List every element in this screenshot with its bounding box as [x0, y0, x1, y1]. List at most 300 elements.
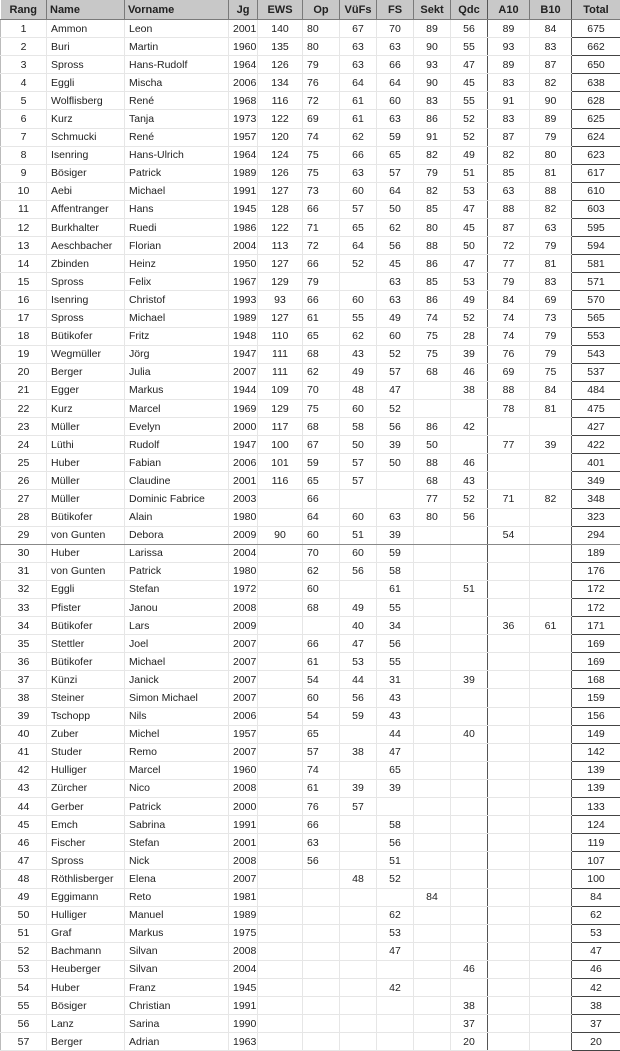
- cell-ews: 116: [258, 472, 303, 490]
- cell-b10: [530, 870, 572, 888]
- cell-vuefs: [340, 906, 377, 924]
- cell-name: Eggli: [47, 580, 125, 598]
- cell-b10: [530, 544, 572, 562]
- cell-vuefs: 63: [340, 56, 377, 74]
- cell-b10: [530, 725, 572, 743]
- cell-qdc: 53: [451, 273, 488, 291]
- cell-first-name: Tanja: [125, 110, 229, 128]
- cell-name: Berger: [47, 1033, 125, 1051]
- cell-fs: 55: [377, 653, 414, 671]
- cell-qdc: 55: [451, 38, 488, 56]
- cell-a10: 77: [488, 436, 530, 454]
- cell-total: 142: [572, 743, 620, 761]
- cell-fs: [377, 888, 414, 906]
- cell-first-name: Michael: [125, 182, 229, 200]
- cell-birth-year: 2000: [229, 418, 258, 436]
- cell-total: 624: [572, 128, 620, 146]
- cell-name: Berger: [47, 363, 125, 381]
- cell-vuefs: 58: [340, 418, 377, 436]
- cell-a10: [488, 852, 530, 870]
- cell-a10: 74: [488, 327, 530, 345]
- table-row: [1, 617, 620, 635]
- cell-op: [303, 906, 340, 924]
- cell-qdc: 52: [451, 128, 488, 146]
- cell-first-name: Rudolf: [125, 436, 229, 454]
- cell-vuefs: 62: [340, 327, 377, 345]
- cell-fs: 65: [377, 761, 414, 779]
- cell-birth-year: 2008: [229, 779, 258, 797]
- cell-first-name: Dominic Fabrice: [125, 490, 229, 508]
- cell-total: 172: [572, 599, 620, 617]
- cell-qdc: [451, 834, 488, 852]
- cell-qdc: 49: [451, 146, 488, 164]
- cell-sekt: [414, 960, 451, 978]
- cell-op: [303, 978, 340, 996]
- cell-name: Eggimann: [47, 888, 125, 906]
- cell-fs: [377, 490, 414, 508]
- cell-a10: 71: [488, 490, 530, 508]
- cell-ews: 110: [258, 327, 303, 345]
- cell-fs: 57: [377, 164, 414, 182]
- cell-a10: [488, 798, 530, 816]
- cell-name: Bütikofer: [47, 508, 125, 526]
- cell-rank: 31: [1, 562, 47, 580]
- cell-birth-year: 2007: [229, 671, 258, 689]
- cell-op: 72: [303, 237, 340, 255]
- cell-total: 323: [572, 508, 620, 526]
- cell-rank: 16: [1, 291, 47, 309]
- cell-op: 68: [303, 345, 340, 363]
- cell-rank: 24: [1, 436, 47, 454]
- cell-first-name: Marcel: [125, 761, 229, 779]
- table-row: [1, 1015, 620, 1033]
- cell-name: Lüthi: [47, 436, 125, 454]
- cell-first-name: René: [125, 128, 229, 146]
- cell-sekt: 85: [414, 200, 451, 218]
- cell-sekt: [414, 834, 451, 852]
- cell-total: 100: [572, 870, 620, 888]
- cell-b10: [530, 779, 572, 797]
- cell-first-name: Markus: [125, 924, 229, 942]
- cell-first-name: Michael: [125, 653, 229, 671]
- cell-sekt: [414, 381, 451, 399]
- cell-sekt: [414, 707, 451, 725]
- cell-sekt: 82: [414, 146, 451, 164]
- cell-vuefs: [340, 924, 377, 942]
- cell-first-name: Hans-Rudolf: [125, 56, 229, 74]
- cell-b10: [530, 526, 572, 544]
- table-row: [1, 906, 620, 924]
- cell-op: 61: [303, 779, 340, 797]
- cell-b10: [530, 635, 572, 653]
- cell-first-name: Sarina: [125, 1015, 229, 1033]
- cell-rank: 48: [1, 870, 47, 888]
- cell-vuefs: 57: [340, 472, 377, 490]
- cell-sekt: [414, 635, 451, 653]
- cell-sekt: [414, 562, 451, 580]
- cell-birth-year: 1981: [229, 888, 258, 906]
- cell-op: 66: [303, 200, 340, 218]
- cell-total: 189: [572, 544, 620, 562]
- cell-name: Graf: [47, 924, 125, 942]
- cell-birth-year: 1957: [229, 128, 258, 146]
- cell-total: 20: [572, 1033, 620, 1051]
- cell-qdc: [451, 852, 488, 870]
- cell-rank: 26: [1, 472, 47, 490]
- cell-op: [303, 1033, 340, 1051]
- cell-fs: 59: [377, 544, 414, 562]
- cell-name: Wegmüller: [47, 345, 125, 363]
- cell-birth-year: 2000: [229, 798, 258, 816]
- cell-birth-year: 1986: [229, 219, 258, 237]
- cell-fs: [377, 1033, 414, 1051]
- cell-b10: 63: [530, 219, 572, 237]
- cell-sekt: 50: [414, 436, 451, 454]
- cell-b10: [530, 852, 572, 870]
- cell-name: Müller: [47, 418, 125, 436]
- cell-op: 65: [303, 327, 340, 345]
- cell-birth-year: 2003: [229, 490, 258, 508]
- table-row: [1, 834, 620, 852]
- cell-name: Isenring: [47, 146, 125, 164]
- cell-vuefs: 57: [340, 454, 377, 472]
- cell-op: 54: [303, 707, 340, 725]
- cell-birth-year: 2007: [229, 653, 258, 671]
- cell-birth-year: 2007: [229, 870, 258, 888]
- cell-total: 159: [572, 689, 620, 707]
- cell-sekt: [414, 617, 451, 635]
- cell-sekt: [414, 1015, 451, 1033]
- cell-fs: 58: [377, 562, 414, 580]
- cell-first-name: Stefan: [125, 580, 229, 598]
- cell-ews: 122: [258, 219, 303, 237]
- cell-ews: 120: [258, 128, 303, 146]
- table-row: [1, 74, 620, 92]
- cell-op: [303, 997, 340, 1015]
- cell-qdc: [451, 635, 488, 653]
- cell-rank: 13: [1, 237, 47, 255]
- cell-qdc: [451, 906, 488, 924]
- cell-qdc: [451, 707, 488, 725]
- cell-op: 65: [303, 725, 340, 743]
- cell-total: 176: [572, 562, 620, 580]
- cell-birth-year: 1960: [229, 761, 258, 779]
- cell-fs: 61: [377, 580, 414, 598]
- cell-sekt: [414, 599, 451, 617]
- cell-total: 595: [572, 219, 620, 237]
- cell-vuefs: 61: [340, 92, 377, 110]
- cell-name: Spross: [47, 309, 125, 327]
- cell-rank: 1: [1, 20, 47, 38]
- cell-fs: 56: [377, 834, 414, 852]
- cell-ews: 101: [258, 454, 303, 472]
- cell-first-name: Fritz: [125, 327, 229, 345]
- cell-qdc: 50: [451, 237, 488, 255]
- cell-vuefs: 51: [340, 526, 377, 544]
- cell-birth-year: 1947: [229, 436, 258, 454]
- cell-vuefs: 49: [340, 363, 377, 381]
- cell-fs: 63: [377, 273, 414, 291]
- cell-rank: 40: [1, 725, 47, 743]
- cell-b10: 79: [530, 237, 572, 255]
- cell-ews: 122: [258, 110, 303, 128]
- cell-b10: [530, 743, 572, 761]
- cell-a10: 69: [488, 363, 530, 381]
- cell-qdc: 37: [451, 1015, 488, 1033]
- cell-op: 63: [303, 834, 340, 852]
- cell-rank: 20: [1, 363, 47, 381]
- cell-a10: [488, 888, 530, 906]
- cell-rank: 19: [1, 345, 47, 363]
- cell-a10: [488, 870, 530, 888]
- table-row: [1, 436, 620, 454]
- cell-op: 62: [303, 363, 340, 381]
- cell-birth-year: 1950: [229, 255, 258, 273]
- cell-fs: 34: [377, 617, 414, 635]
- cell-birth-year: 1969: [229, 399, 258, 417]
- cell-rank: 44: [1, 798, 47, 816]
- cell-op: 69: [303, 110, 340, 128]
- cell-ews: 111: [258, 363, 303, 381]
- table-row: [1, 888, 620, 906]
- cell-fs: 62: [377, 906, 414, 924]
- cell-fs: 65: [377, 146, 414, 164]
- table-row: [1, 237, 620, 255]
- cell-rank: 6: [1, 110, 47, 128]
- cell-birth-year: 1944: [229, 381, 258, 399]
- cell-birth-year: 2001: [229, 834, 258, 852]
- cell-b10: 39: [530, 436, 572, 454]
- cell-ews: [258, 599, 303, 617]
- cell-first-name: Marcel: [125, 399, 229, 417]
- cell-op: 66: [303, 490, 340, 508]
- cell-a10: [488, 671, 530, 689]
- cell-first-name: Markus: [125, 381, 229, 399]
- cell-op: 76: [303, 798, 340, 816]
- cell-vuefs: [340, 580, 377, 598]
- cell-ews: [258, 942, 303, 960]
- cell-b10: [530, 653, 572, 671]
- table-row: [1, 580, 620, 598]
- cell-fs: 59: [377, 128, 414, 146]
- cell-rank: 52: [1, 942, 47, 960]
- cell-rank: 46: [1, 834, 47, 852]
- cell-rank: 32: [1, 580, 47, 598]
- cell-first-name: Nils: [125, 707, 229, 725]
- cell-total: 172: [572, 580, 620, 598]
- cell-sekt: 90: [414, 74, 451, 92]
- header-row: [1, 0, 620, 20]
- cell-fs: 51: [377, 852, 414, 870]
- column-header-total: Total: [572, 0, 620, 20]
- cell-birth-year: 2008: [229, 942, 258, 960]
- cell-b10: 82: [530, 490, 572, 508]
- cell-fs: 31: [377, 671, 414, 689]
- cell-qdc: 56: [451, 20, 488, 38]
- cell-total: 156: [572, 707, 620, 725]
- cell-op: 74: [303, 761, 340, 779]
- cell-total: 38: [572, 997, 620, 1015]
- cell-total: 662: [572, 38, 620, 56]
- table-row: [1, 761, 620, 779]
- cell-vuefs: [340, 761, 377, 779]
- cell-op: 70: [303, 544, 340, 562]
- cell-ews: 109: [258, 381, 303, 399]
- cell-vuefs: 57: [340, 798, 377, 816]
- cell-op: 74: [303, 128, 340, 146]
- cell-first-name: Debora: [125, 526, 229, 544]
- cell-name: Spross: [47, 852, 125, 870]
- cell-rank: 17: [1, 309, 47, 327]
- cell-total: 537: [572, 363, 620, 381]
- cell-first-name: Silvan: [125, 942, 229, 960]
- cell-birth-year: 1989: [229, 309, 258, 327]
- cell-ews: 116: [258, 92, 303, 110]
- cell-first-name: Hans-Ulrich: [125, 146, 229, 164]
- cell-name: Zürcher: [47, 779, 125, 797]
- cell-qdc: 20: [451, 1033, 488, 1051]
- cell-rank: 11: [1, 200, 47, 218]
- cell-sekt: [414, 526, 451, 544]
- cell-qdc: [451, 562, 488, 580]
- cell-fs: [377, 472, 414, 490]
- cell-rank: 45: [1, 816, 47, 834]
- cell-vuefs: [340, 997, 377, 1015]
- cell-first-name: Reto: [125, 888, 229, 906]
- table-row: [1, 182, 620, 200]
- cell-ews: 93: [258, 291, 303, 309]
- cell-total: 650: [572, 56, 620, 74]
- cell-b10: 84: [530, 381, 572, 399]
- cell-name: Wolflisberg: [47, 92, 125, 110]
- cell-ews: 129: [258, 399, 303, 417]
- cell-a10: [488, 689, 530, 707]
- cell-a10: [488, 924, 530, 942]
- cell-op: [303, 617, 340, 635]
- cell-vuefs: 52: [340, 255, 377, 273]
- cell-name: Bütikofer: [47, 617, 125, 635]
- cell-b10: [530, 562, 572, 580]
- cell-fs: 47: [377, 743, 414, 761]
- cell-name: Huber: [47, 978, 125, 996]
- cell-rank: 36: [1, 653, 47, 671]
- cell-b10: [530, 599, 572, 617]
- cell-rank: 57: [1, 1033, 47, 1051]
- cell-total: 47: [572, 942, 620, 960]
- cell-fs: 58: [377, 816, 414, 834]
- cell-fs: 49: [377, 309, 414, 327]
- cell-first-name: Janou: [125, 599, 229, 617]
- cell-a10: 77: [488, 255, 530, 273]
- cell-b10: 81: [530, 164, 572, 182]
- cell-first-name: Ruedi: [125, 219, 229, 237]
- cell-birth-year: 2006: [229, 454, 258, 472]
- cell-b10: [530, 454, 572, 472]
- cell-first-name: Sabrina: [125, 816, 229, 834]
- cell-b10: 79: [530, 128, 572, 146]
- table-row: [1, 399, 620, 417]
- cell-name: Aeschbacher: [47, 237, 125, 255]
- cell-fs: 52: [377, 399, 414, 417]
- cell-op: 60: [303, 689, 340, 707]
- cell-fs: 42: [377, 978, 414, 996]
- cell-qdc: [451, 942, 488, 960]
- cell-total: 149: [572, 725, 620, 743]
- column-header-b10: B10: [530, 0, 572, 20]
- cell-b10: 89: [530, 110, 572, 128]
- cell-vuefs: 38: [340, 743, 377, 761]
- cell-name: Zuber: [47, 725, 125, 743]
- cell-vuefs: 43: [340, 345, 377, 363]
- cell-fs: 66: [377, 56, 414, 74]
- cell-fs: 55: [377, 599, 414, 617]
- cell-vuefs: 67: [340, 20, 377, 38]
- cell-b10: 61: [530, 617, 572, 635]
- cell-b10: [530, 816, 572, 834]
- cell-fs: 43: [377, 689, 414, 707]
- cell-sekt: [414, 1033, 451, 1051]
- cell-name: Bösiger: [47, 164, 125, 182]
- cell-birth-year: 1991: [229, 997, 258, 1015]
- cell-b10: 79: [530, 345, 572, 363]
- cell-name: Bösiger: [47, 997, 125, 1015]
- cell-a10: 63: [488, 182, 530, 200]
- cell-a10: 93: [488, 38, 530, 56]
- cell-vuefs: 63: [340, 38, 377, 56]
- cell-first-name: Florian: [125, 237, 229, 255]
- cell-ews: [258, 960, 303, 978]
- cell-fs: 60: [377, 327, 414, 345]
- cell-fs: 39: [377, 436, 414, 454]
- cell-b10: [530, 671, 572, 689]
- cell-vuefs: 56: [340, 689, 377, 707]
- cell-name: Schmucki: [47, 128, 125, 146]
- cell-rank: 12: [1, 219, 47, 237]
- cell-total: 603: [572, 200, 620, 218]
- cell-sekt: [414, 689, 451, 707]
- cell-ews: [258, 779, 303, 797]
- cell-rank: 54: [1, 978, 47, 996]
- cell-ews: [258, 761, 303, 779]
- cell-op: 72: [303, 92, 340, 110]
- cell-a10: [488, 544, 530, 562]
- cell-sekt: [414, 580, 451, 598]
- cell-vuefs: 59: [340, 707, 377, 725]
- cell-fs: 60: [377, 92, 414, 110]
- cell-sekt: 85: [414, 273, 451, 291]
- cell-first-name: Simon Michael: [125, 689, 229, 707]
- cell-rank: 18: [1, 327, 47, 345]
- cell-sekt: 88: [414, 237, 451, 255]
- cell-fs: 44: [377, 725, 414, 743]
- cell-sekt: [414, 978, 451, 996]
- cell-birth-year: 1993: [229, 291, 258, 309]
- cell-first-name: Silvan: [125, 960, 229, 978]
- cell-op: [303, 870, 340, 888]
- cell-a10: 89: [488, 20, 530, 38]
- cell-a10: [488, 418, 530, 436]
- cell-name: Bachmann: [47, 942, 125, 960]
- cell-total: 571: [572, 273, 620, 291]
- cell-total: 543: [572, 345, 620, 363]
- cell-vuefs: 63: [340, 164, 377, 182]
- cell-b10: [530, 418, 572, 436]
- cell-qdc: 43: [451, 472, 488, 490]
- cell-b10: 83: [530, 273, 572, 291]
- cell-total: 62: [572, 906, 620, 924]
- table-row: [1, 56, 620, 74]
- cell-b10: 88: [530, 182, 572, 200]
